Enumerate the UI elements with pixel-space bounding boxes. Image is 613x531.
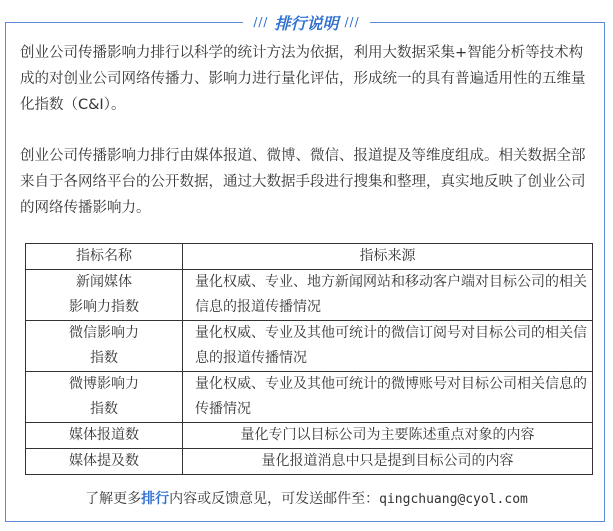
- table-header-row: [26, 244, 593, 270]
- table-row: [26, 423, 593, 449]
- contact-footer: [0, 488, 613, 508]
- indicator-name-cell: [26, 270, 183, 321]
- header-indicator-name: 指标名称: [26, 244, 183, 270]
- indicator-name-line: 指数: [90, 350, 118, 366]
- footer-prefix: 了解更多: [85, 491, 142, 507]
- indicator-name-cell: 媒体提及数: [26, 449, 183, 475]
- intro-paragraph-1: 创业公司传播影响力排行以科学的统计方法为依据，利用大数据采集+智能分析等技术构成的对创业公司网络传播力、影响力进行量化评估，形成统一的具有普遍适用性的五维量化指数（C&I）。: [20, 45, 586, 113]
- indicator-source-cell: 量化权威、专业及其他可统计的微博账号对目标公司相关信息的传播情况: [183, 372, 593, 423]
- indicator-name-line: 指数: [90, 401, 118, 417]
- table-row: [26, 270, 593, 321]
- header-indicator-source: 指标来源: [183, 244, 593, 270]
- table-row: [26, 372, 593, 423]
- section-title-box: [243, 11, 369, 34]
- slash-decoration-left: ///: [253, 15, 269, 29]
- indicator-name-cell: 媒体报道数: [26, 423, 183, 449]
- indicator-name-line: 影响力指数: [69, 299, 139, 315]
- section-title: 排行说明: [274, 13, 339, 33]
- indicator-name-line: 微信影响力: [69, 325, 139, 341]
- slash-decoration-right: ///: [344, 15, 360, 29]
- indicator-name-cell: [26, 372, 183, 423]
- table-row: [26, 449, 593, 475]
- footer-middle: 内容或反馈意见，可发送邮件至：: [169, 491, 380, 507]
- indicator-source-cell: 量化报道消息中只是提到目标公司的内容: [183, 449, 593, 475]
- indicator-name-line: 新闻媒体: [76, 274, 132, 290]
- indicator-source-cell: 量化专门以目标公司为主要陈述重点对象的内容: [183, 423, 593, 449]
- indicator-source-cell: 量化权威、专业及其他可统计的微信订阅号对目标公司的相关信息的报道传播情况: [183, 321, 593, 372]
- section-header: [0, 8, 613, 36]
- index-table: [25, 243, 593, 475]
- table-row: [26, 321, 593, 372]
- indicator-source-cell: 量化权威、专业、地方新闻网站和移动客户端对目标公司的相关信息的报道传播情况: [183, 270, 593, 321]
- indicator-name-cell: [26, 321, 183, 372]
- indicator-name-line: 微博影响力: [69, 376, 139, 392]
- contact-email-link[interactable]: qingchuang@cyol.com: [379, 492, 528, 507]
- footer-highlight: 排行: [141, 491, 170, 507]
- intro-paragraph-2: 创业公司传播影响力排行由媒体报道、微博、微信、报道提及等维度组成。相关数据全部来自于各网络平台的公开数据，通过大数据手段进行搜集和整理，真实地反映了创业公司的网络传播影响力。: [20, 148, 586, 216]
